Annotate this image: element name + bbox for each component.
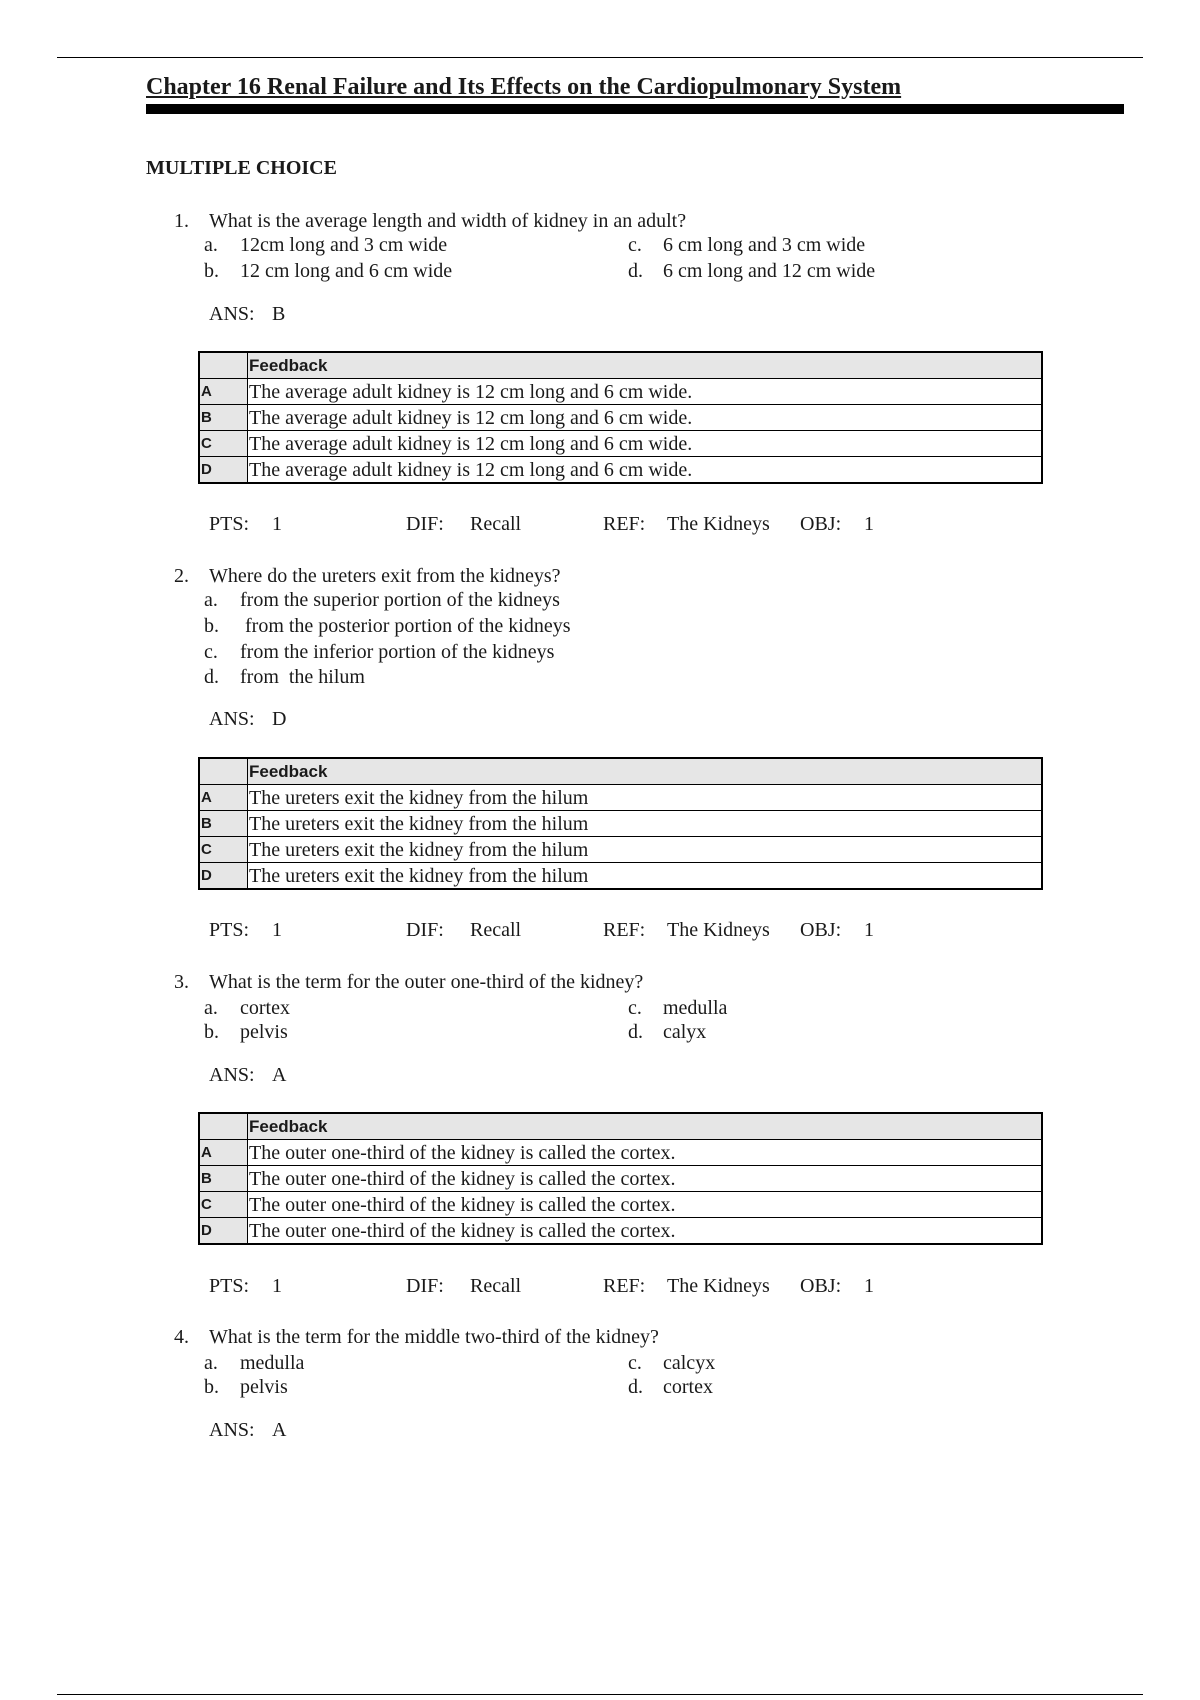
option-letter: a.: [204, 1352, 218, 1374]
dif-label: DIF:: [406, 1275, 444, 1297]
option-text: cortex: [240, 997, 290, 1019]
ref-value: The Kidneys: [667, 513, 770, 535]
page-title: Chapter 16 Renal Failure and Its Effects on the Cardiopulmonary System: [146, 74, 902, 100]
ref-value: The Kidneys: [667, 1275, 770, 1297]
feedback-text: The average adult kidney is 12 cm long and 6 cm wide.: [248, 379, 1043, 405]
option-letter: d.: [628, 260, 643, 282]
option-letter: c.: [628, 234, 642, 256]
option-text: pelvis: [240, 1021, 288, 1043]
option-letter: d.: [628, 1376, 643, 1398]
answer-value: B: [272, 303, 286, 325]
bottom-rule: [57, 1694, 1143, 1695]
feedback-row: [199, 405, 1042, 431]
feedback-letter: C: [199, 1192, 248, 1218]
option-letter: c.: [628, 1352, 642, 1374]
answer-label: ANS:: [209, 708, 255, 730]
option-text: from the inferior portion of the kidneys: [240, 641, 555, 663]
feedback-header: Feedback: [248, 352, 1043, 379]
ref-label: REF:: [603, 513, 646, 535]
feedback-corner-cell: [199, 1113, 248, 1140]
option-text: from the posterior portion of the kidneys: [240, 615, 571, 637]
obj-value: 1: [864, 919, 874, 941]
feedback-text: The average adult kidney is 12 cm long and 6 cm wide.: [248, 431, 1043, 457]
pts-label: PTS:: [209, 513, 250, 535]
option-text: from the hilum: [240, 666, 365, 688]
dif-label: DIF:: [406, 513, 444, 535]
answer-value: A: [272, 1064, 287, 1086]
feedback-table: [198, 351, 1043, 484]
pts-label: PTS:: [209, 919, 250, 941]
option-text: medulla: [663, 997, 728, 1019]
option-text: from the superior portion of the kidneys: [240, 589, 560, 611]
answer-line: [209, 1064, 287, 1087]
feedback-table: [198, 757, 1043, 890]
option-text: 6 cm long and 3 cm wide: [663, 234, 866, 256]
feedback-text: The ureters exit the kidney from the hilum: [248, 863, 1043, 890]
feedback-corner-cell: [199, 758, 248, 785]
ref-value: The Kidneys: [667, 919, 770, 941]
option-text: 6 cm long and 12 cm wide: [663, 260, 876, 282]
feedback-letter: A: [199, 785, 248, 811]
pts-value: 1: [272, 513, 282, 535]
option-letter: a.: [204, 997, 218, 1019]
option-text: medulla: [240, 1352, 305, 1374]
question-number: 2.: [174, 565, 189, 587]
option-letter: a.: [204, 589, 218, 611]
option-letter: b.: [204, 1376, 219, 1398]
feedback-text: The outer one-third of the kidney is called the cortex.: [248, 1140, 1043, 1166]
feedback-text: The outer one-third of the kidney is called the cortex.: [248, 1166, 1043, 1192]
answer-label: ANS:: [209, 1419, 255, 1441]
feedback-letter: B: [199, 811, 248, 837]
obj-value: 1: [864, 1275, 874, 1297]
obj-label: OBJ:: [800, 513, 842, 535]
feedback-text: The average adult kidney is 12 cm long and 6 cm wide.: [248, 405, 1043, 431]
dif-label: DIF:: [406, 919, 444, 941]
option-letter: a.: [204, 234, 218, 256]
dif-value: Recall: [470, 919, 522, 941]
option-letter: b.: [204, 615, 219, 637]
question-text: What is the average length and width of kidney in an adult?: [209, 210, 687, 232]
option-letter: c.: [628, 997, 642, 1019]
answer-value: D: [272, 708, 287, 730]
feedback-header: Feedback: [248, 1113, 1043, 1140]
feedback-letter: A: [199, 379, 248, 405]
question-text: What is the term for the middle two-third of the kidney?: [209, 1326, 659, 1348]
question-text: Where do the ureters exit from the kidneys?: [209, 565, 561, 587]
feedback-header: Feedback: [248, 758, 1043, 785]
feedback-letter: B: [199, 1166, 248, 1192]
feedback-row: [199, 1166, 1042, 1192]
option-letter: d.: [204, 666, 219, 688]
answer-line: [209, 1419, 287, 1442]
feedback-row: [199, 457, 1042, 484]
pts-value: 1: [272, 1275, 282, 1297]
option-letter: c.: [204, 641, 218, 663]
feedback-text: The ureters exit the kidney from the hilum: [248, 785, 1043, 811]
option-text: pelvis: [240, 1376, 288, 1398]
pts-value: 1: [272, 919, 282, 941]
obj-label: OBJ:: [800, 919, 842, 941]
option-text: 12 cm long and 6 cm wide: [240, 260, 453, 282]
feedback-row: [199, 785, 1042, 811]
answer-line: [209, 303, 286, 326]
feedback-table: [198, 1112, 1043, 1245]
obj-label: OBJ:: [800, 1275, 842, 1297]
option-text: cortex: [663, 1376, 713, 1398]
question-number: 3.: [174, 971, 189, 993]
feedback-letter: D: [199, 863, 248, 890]
question-text: What is the term for the outer one-third of the kidney?: [209, 971, 644, 993]
option-text: calyx: [663, 1021, 707, 1043]
feedback-row: [199, 811, 1042, 837]
ref-label: REF:: [603, 1275, 646, 1297]
answer-label: ANS:: [209, 1064, 255, 1086]
feedback-letter: D: [199, 1218, 248, 1245]
question-number: 1.: [174, 210, 189, 232]
option-letter: b.: [204, 260, 219, 282]
pts-label: PTS:: [209, 1275, 250, 1297]
feedback-row: [199, 1218, 1042, 1245]
answer-value: A: [272, 1419, 287, 1441]
option-letter: d.: [628, 1021, 643, 1043]
feedback-row: [199, 1192, 1042, 1218]
ref-label: REF:: [603, 919, 646, 941]
answer-label: ANS:: [209, 303, 255, 325]
top-rule: [57, 57, 1143, 58]
option-text: calcyx: [663, 1352, 716, 1374]
feedback-row: [199, 1140, 1042, 1166]
feedback-text: The average adult kidney is 12 cm long and 6 cm wide.: [248, 457, 1043, 484]
question-number: 4.: [174, 1326, 189, 1348]
feedback-row: [199, 863, 1042, 890]
feedback-corner-cell: [199, 352, 248, 379]
feedback-row: [199, 431, 1042, 457]
feedback-text: The outer one-third of the kidney is called the cortex.: [248, 1218, 1043, 1245]
feedback-letter: D: [199, 457, 248, 484]
option-text: 12cm long and 3 cm wide: [240, 234, 448, 256]
feedback-letter: C: [199, 431, 248, 457]
feedback-letter: B: [199, 405, 248, 431]
option-letter: b.: [204, 1021, 219, 1043]
section-heading: MULTIPLE CHOICE: [146, 157, 337, 179]
feedback-letter: A: [199, 1140, 248, 1166]
feedback-text: The ureters exit the kidney from the hilum: [248, 837, 1043, 863]
feedback-text: The outer one-third of the kidney is called the cortex.: [248, 1192, 1043, 1218]
dif-value: Recall: [470, 1275, 522, 1297]
feedback-row: [199, 379, 1042, 405]
obj-value: 1: [864, 513, 874, 535]
dif-value: Recall: [470, 513, 522, 535]
feedback-text: The ureters exit the kidney from the hilum: [248, 811, 1043, 837]
feedback-row: [199, 837, 1042, 863]
answer-line: [209, 708, 287, 731]
title-underline-bar: [146, 104, 1124, 114]
feedback-letter: C: [199, 837, 248, 863]
